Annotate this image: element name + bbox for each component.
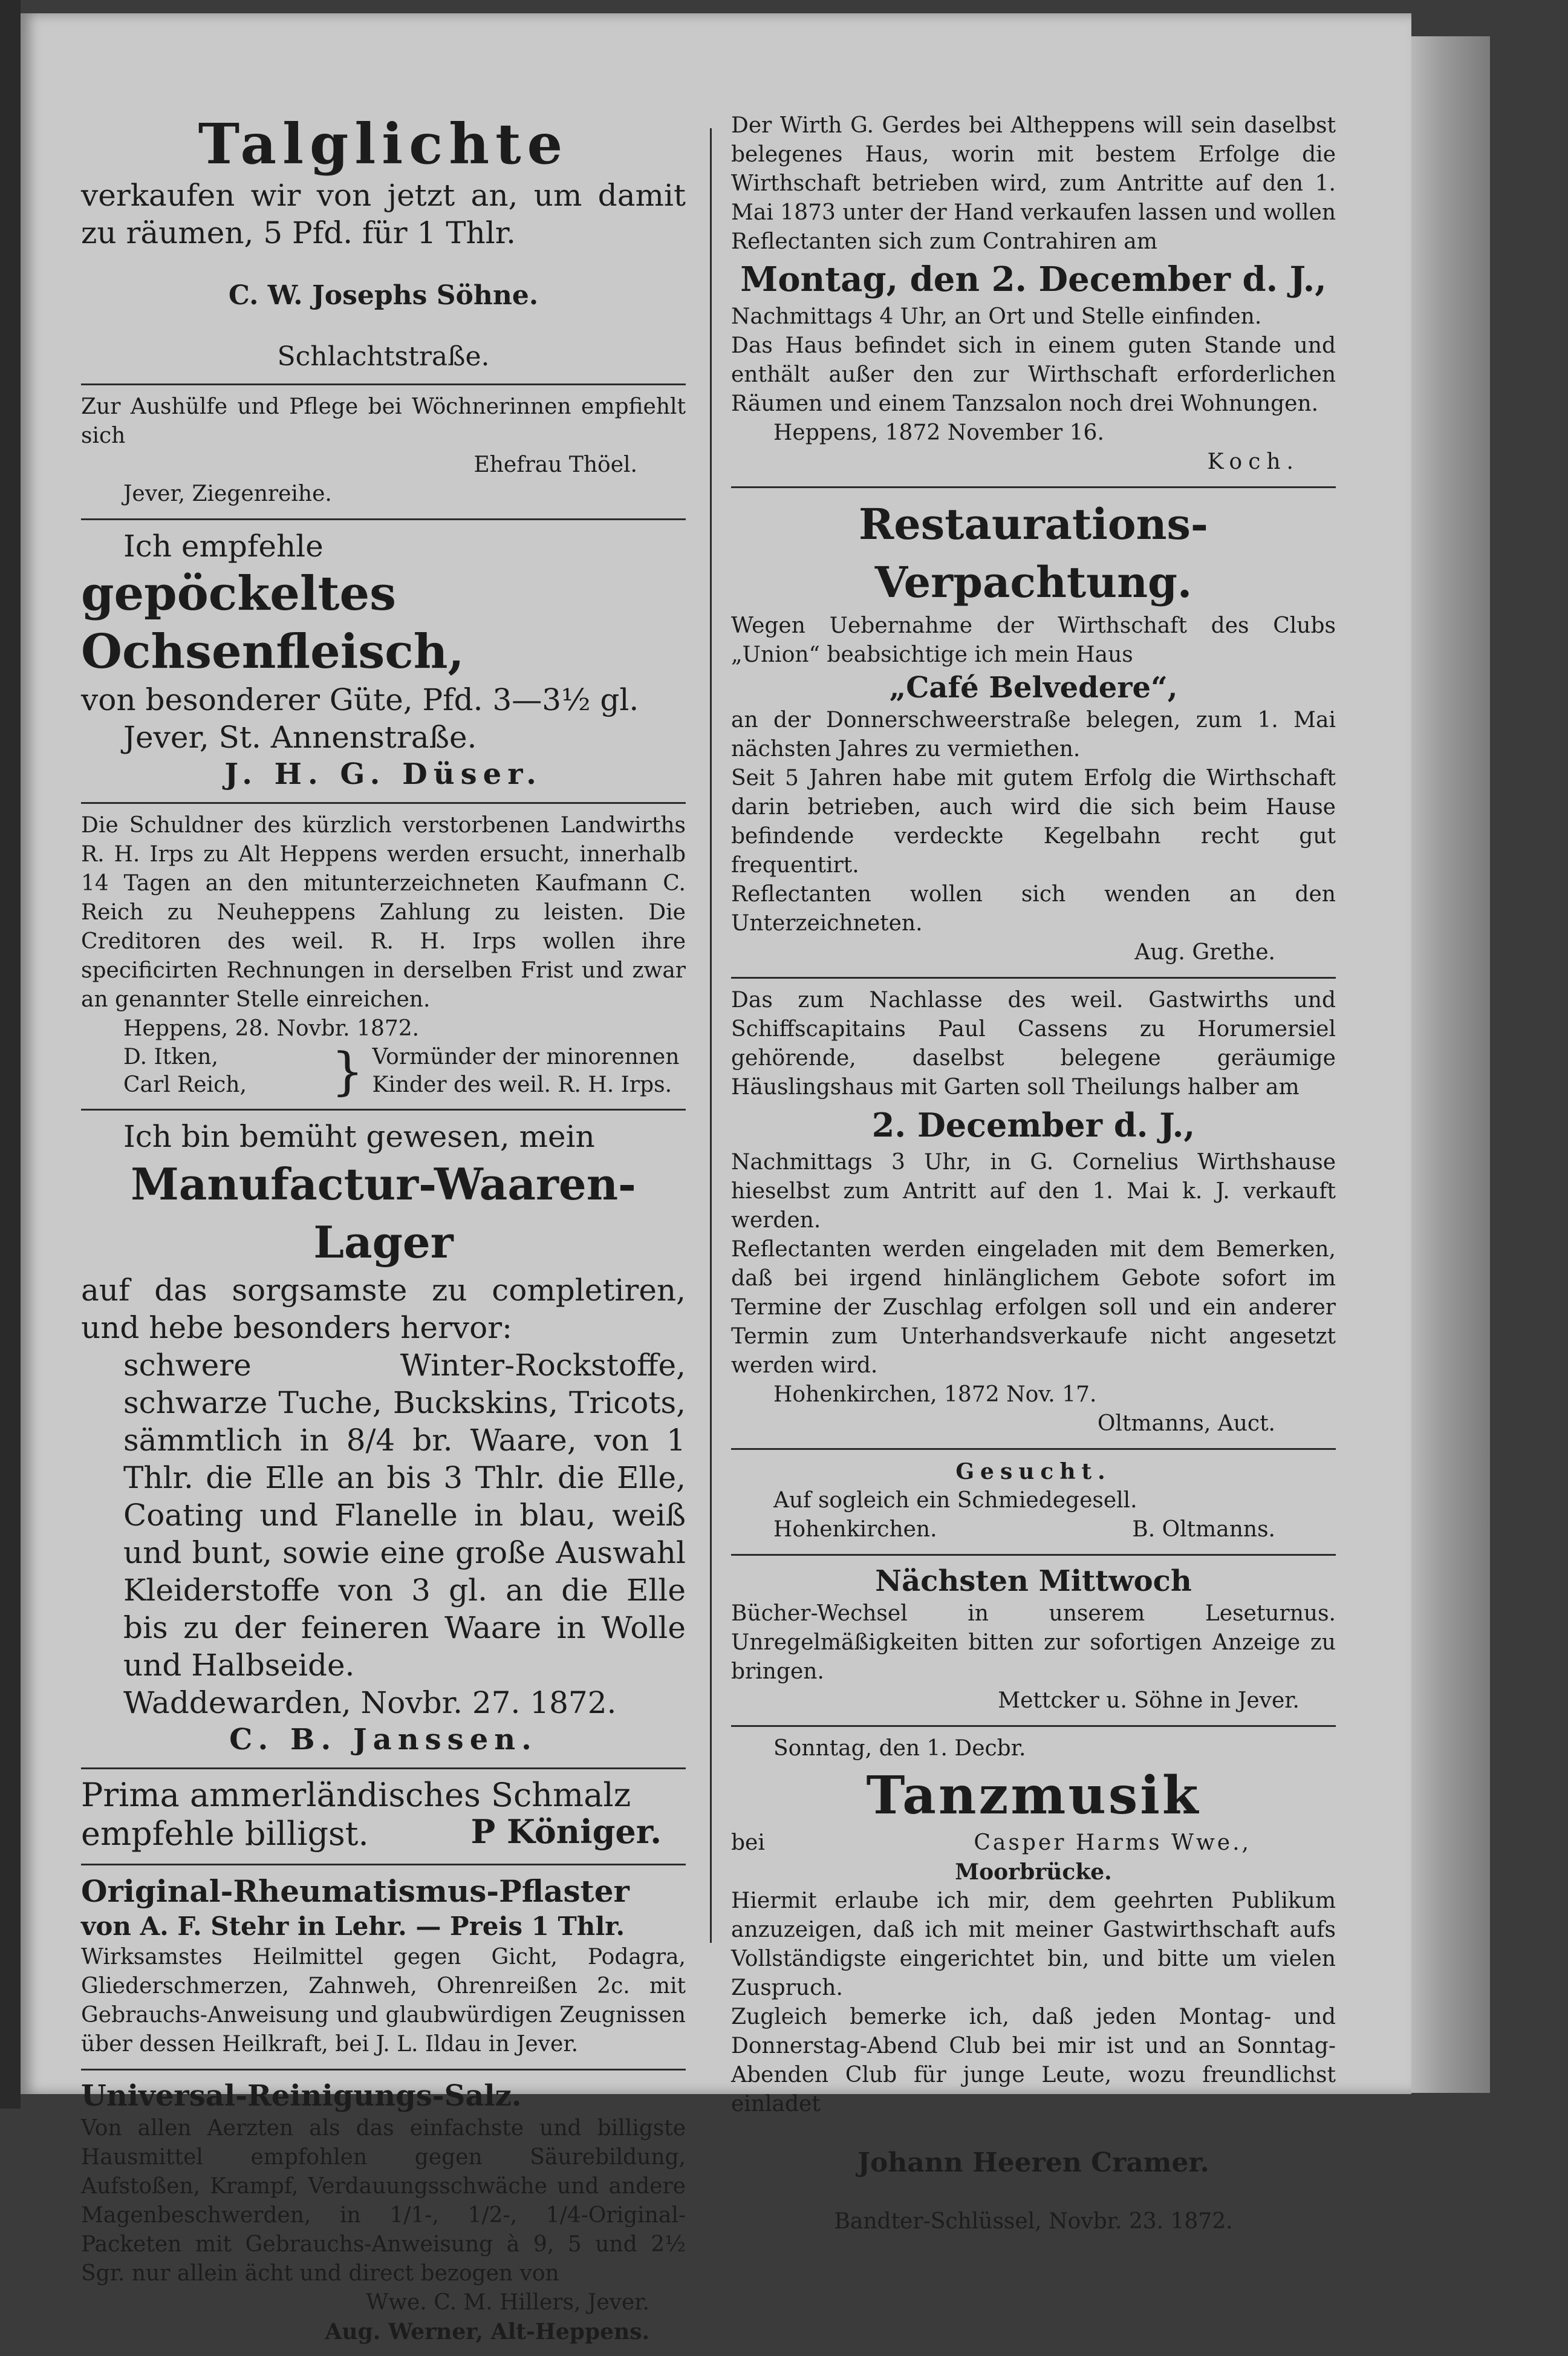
guardian-role-line: Kinder des weil. R. H. Irps. (372, 1072, 672, 1097)
ad-woechnerinnen (81, 385, 686, 520)
page-binding (0, 0, 21, 2109)
ad-time: Nachmittags 4 Uhr, an Ort und Stelle einfinden. (731, 304, 1262, 329)
ad-manufactur (81, 1111, 686, 1769)
ad-place: Jever, Ziegenreihe. (123, 481, 332, 506)
ad-body: Zur Aushülfe und Pflege bei Wöchnerinnen empfiehlt sich (81, 394, 686, 448)
left-column (81, 104, 686, 2356)
ad-restaurations-verpachtung (731, 488, 1336, 979)
ad-body: verkaufen wir von jetzt an, um damit zu räumen, 5 Pfd. für 1 Thlr. (81, 178, 686, 250)
newspaper-page (21, 13, 1411, 2345)
ad-headline: Gesucht. (955, 1459, 1111, 1484)
ad-gesucht (731, 1450, 1336, 1556)
ad-body: Das Haus befindet sich in einem guten Stande und enthält außer den zur Wirthschaft erforderlichen Räumen und einem Tanzsalon noch drei Wohnungen. (731, 333, 1336, 416)
column-divider (710, 128, 712, 1943)
ad-headline: Tanzmusik (866, 1765, 1201, 1826)
ad-intro: Ich bin bemüht gewesen, mein (123, 1119, 595, 1154)
ad-headline: Nächsten Mittwoch (875, 1564, 1192, 1598)
ad-signature: Johann Heeren Cramer. (857, 2147, 1209, 2178)
ad-body: Von allen Aerzten als das einfachste und billigste Hausmittel empfohlen gegen Säurebildung, Aufstoßen, Krampf, Verdauungsschwäche und andere Magenbeschwerden, in 1/1-, 1/2-, 1/4-Original-Packeten mit Gebrauchs-Anweisung à 9, 5 und 2½ Sgr. nur allein ächt und direct bezogen von (81, 2116, 686, 2286)
ad-signature: B. Oltmanns. (1132, 1517, 1275, 1542)
ad-address: Schlachtstraße. (277, 341, 490, 372)
ad-signature: Oltmanns, Auct. (1097, 1411, 1275, 1436)
ad-talglichte (81, 104, 686, 385)
ad-place: Jever, St. Annenstraße. (123, 720, 477, 755)
ad-body: Reflectanten werden eingeladen mit dem Bemerken, daß bei irgend hinlänglichem Gebote sofort im Termine der Zuschlag erfolgen soll und ein anderer Termin zum Unterhandsverkaufe nicht angesetzt werden wird. (731, 1237, 1336, 1378)
ad-schuldner (81, 804, 686, 1111)
ad-signature: C. W. Josephs Söhne. (228, 280, 539, 311)
ad-date: Sonntag, den 1. Decbr. (773, 1736, 1026, 1761)
ad-body: Hiermit erlaube ich mir, dem geehrten Publikum anzuzeigen, daß ich mit meiner Gastwirthschaft aufs Vollständigste eingerichtet bin, und bitte um vielen Zuspruch. (731, 1888, 1336, 2000)
ad-signature: Aug. Grethe. (1134, 940, 1275, 965)
ad-row (731, 1515, 1336, 1544)
ad-seller: Aug. Werner, Alt-Heppens. (325, 2319, 649, 2345)
ad-place: Moorbrücke. (955, 1859, 1112, 1885)
ad-signature: Ehefrau Thöel. (473, 452, 637, 477)
ad-body: Der Wirth G. Gerdes bei Altheppens will sein daselbst belegenes Haus, worin mit bestem Erfolge die Wirthschaft betrieben wird, zum Antritte auf den 1. Mai 1873 unter der Hand verkaufen lassen und wollen Reflectanten sich zum Contrahiren am (731, 113, 1336, 254)
ad-date: Waddewarden, Novbr. 27. 1872. (123, 1685, 617, 1720)
right-column (731, 104, 1336, 2246)
ad-date: Heppens, 1872 November 16. (773, 420, 1104, 445)
guardian-names (81, 1043, 323, 1099)
guardian-name: D. Itken, (123, 1045, 218, 1069)
ad-signature: C. B. Janssen. (229, 1723, 538, 1757)
page-edge-stack (1411, 36, 1490, 2093)
ad-body: Die Schuldner des kürzlich verstorbenen Landwirths R. H. Irps zu Alt Heppens werden ersucht, innerhalb 14 Tagen an den mitunterzeichneten Kaufmann C. Reich zu Neuheppens Zahlung zu leisten. Die Creditoren des weil. R. H. Irps wollen ihre specificirten Rechnungen in derselben Frist und zwar an genannter Stelle einreichen. (81, 813, 686, 1012)
ad-signature: Mettcker u. Söhne in Jever. (998, 1688, 1300, 1713)
ad-row (81, 1814, 686, 1854)
ad-body: an der Donnerschweerstraße belegen, zum 1. Mai nächsten Jahres zu vermiethen. (731, 708, 1336, 762)
ad-tanzmusik (731, 1727, 1336, 2246)
ad-signature: Koch. (1207, 449, 1300, 474)
ad-body: auf das sorgsamste zu completiren, und hebe besonders hervor: (81, 1273, 686, 1345)
ad-body: von besonderer Güte, Pfd. 3—3½ gl. (81, 682, 639, 717)
ad-headline: Restaurations-Verpachtung. (859, 499, 1208, 607)
ad-signature: J. H. G. Düser. (224, 757, 542, 791)
ad-body: Wirksamstes Heilmittel gegen Gicht, Podagra, Gliederschmerzen, Zahnweh, Ohrenreißen 2c. mit Gebrauchs-Anweisung und glaubwürdigen Zeugnissen über dessen Heilkraft, bei J. L. Ildau in Jever. (81, 1945, 686, 2057)
ad-label: bei (731, 1830, 765, 1855)
guardian-block (81, 1043, 686, 1099)
ad-nachlass-cassens (731, 979, 1336, 1450)
ad-date: Heppens, 28. Novbr. 1872. (123, 1016, 420, 1041)
ad-host: Casper Harms Wwe., (974, 1830, 1251, 1855)
ad-body: empfehle billigst. (81, 1815, 369, 1853)
ad-signature: P Königer. (470, 1812, 662, 1851)
ad-headline: Montag, den 2. December d. J., (740, 259, 1327, 299)
ad-subheadline: von A. F. Stehr in Lehr. — Preis 1 Thlr. (81, 1911, 625, 1941)
ad-body: Wegen Uebernahme der Wirthschaft des Clubs „Union“ beabsichtige ich mein Haus (731, 613, 1336, 667)
ad-body: Seit 5 Jahren habe mit gutem Erfolg die Wirthschaft darin betrieben, auch wird die sich beim Hause befindende verdeckte Kegelbahn recht gut frequentirt. (731, 766, 1336, 878)
ad-reinigungs-salz (81, 2070, 686, 2356)
ad-wirth-gerdes (731, 104, 1336, 488)
ad-body: Bücher-Wechsel in unserem Leseturnus. Unregelmäßigkeiten bitten zur sofortigen Anzeige zu bringen. (731, 1601, 1336, 1684)
ad-rheumatismus (81, 1865, 686, 2070)
ad-row (731, 1829, 1336, 1858)
ad-seller: Wwe. C. M. Hillers, Jever. (366, 2290, 649, 2315)
ad-title: Talglichte (198, 111, 569, 177)
ad-headline: gepöckeltes Ochsenfleisch, (81, 566, 464, 679)
ad-date: Hohenkirchen, 1872 Nov. 17. (773, 1382, 1097, 1407)
ad-headline: Original-Rheumatismus-Pflaster (81, 1873, 629, 1909)
ad-leseturnus (731, 1556, 1336, 1727)
ad-schmalz (81, 1769, 686, 1865)
ad-headline: Manufactur-Waaren-Lager (131, 1158, 636, 1268)
brace-glyph: } (331, 1042, 364, 1101)
guardian-role-line: Vormünder der minorennen (372, 1045, 680, 1069)
guardian-role (372, 1043, 686, 1099)
ad-body: Nachmittags 3 Uhr, in G. Cornelius Wirthshause hieselbst zum Antritt auf den 1. Mai k. J. verkauft werden. (731, 1150, 1336, 1233)
ad-body: Reflectanten wollen sich wenden an den Unterzeichneten. (731, 882, 1336, 936)
ad-cafe-name: „Café Belvedere“, (889, 671, 1178, 705)
ad-headline: Universal-Reinigungs-Salz. (81, 2079, 522, 2113)
ad-body: Auf sogleich ein Schmiedegesell. (773, 1488, 1137, 1513)
ad-ochsenfleisch (81, 520, 686, 804)
ad-body: Das zum Nachlasse des weil. Gastwirths und Schiffscapitains Paul Cassens zu Horumersiel gehörende, daselbst belegene geräumige Häuslingshaus mit Garten soll Theilungs halber am (731, 988, 1336, 1100)
ad-intro: Ich empfehle (123, 529, 324, 564)
guardian-name: Carl Reich, (123, 1072, 247, 1097)
ad-headline: Prima ammerländisches Schmalz (81, 1776, 631, 1814)
ad-date: Bandter-Schlüssel, Novbr. 23. 1872. (834, 2209, 1233, 2234)
ad-headline: 2. December d. J., (871, 1106, 1196, 1144)
ad-body: Zugleich bemerke ich, daß jeden Montag- und Donnerstag-Abend Club bei mir ist und an Sonntag-Abenden Club für junge Leute, wozu freundlichst einladet (731, 2005, 1336, 2116)
ad-list: schwere Winter-Rockstoffe, schwarze Tuche, Buckskins, Tricots, sämmtlich in 8/4 br. Waare, von 1 Thlr. die Elle an bis 3 Thlr. die Elle, Coating und Flanelle in blau, weiß und bunt, sowie eine große Auswahl Kleiderstoffe von 3 gl. an die Elle bis zu der feineren Waare in Wolle und Halbseide. (123, 1348, 686, 1683)
ad-place: Hohenkirchen. (773, 1517, 937, 1542)
